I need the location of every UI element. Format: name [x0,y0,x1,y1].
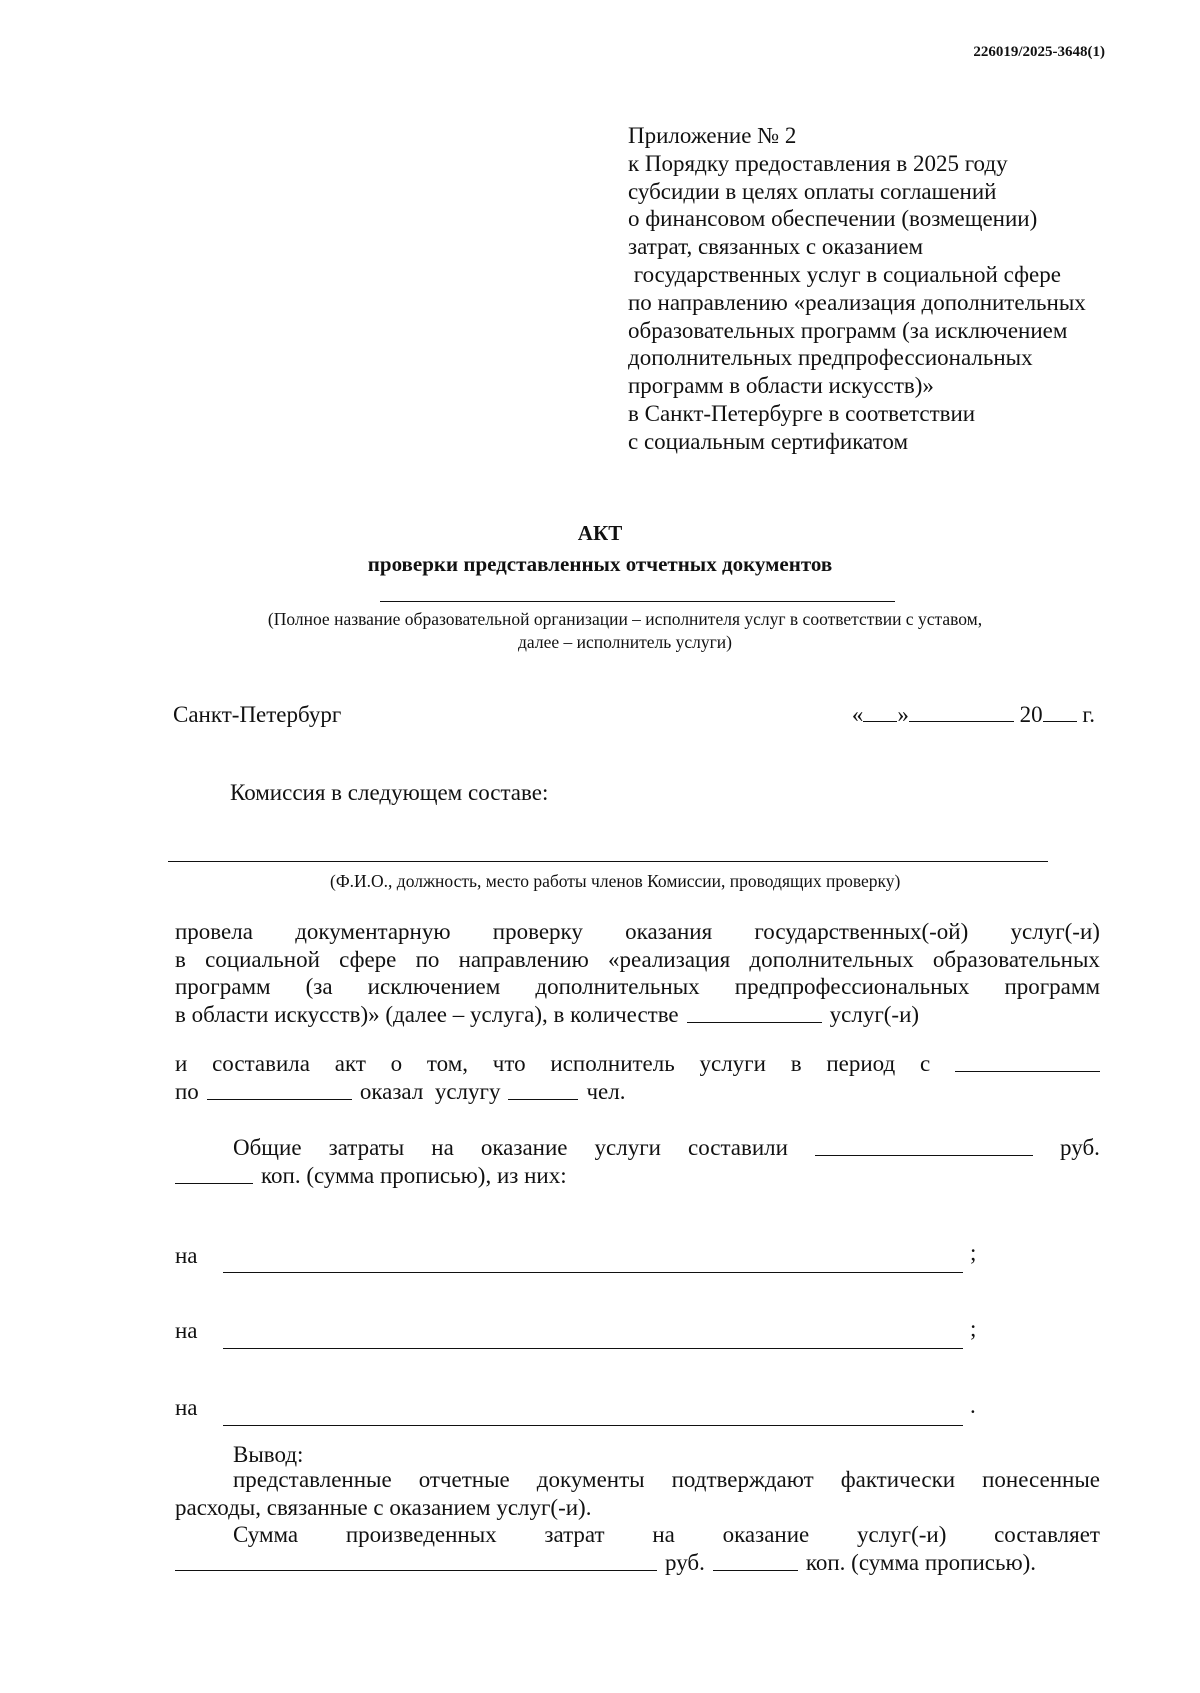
word: Общие [233,1135,302,1160]
appendix-line: к Порядку предоставления в 2025 году [628,150,1008,176]
na-punct: . [970,1393,976,1418]
city-label: Санкт-Петербург [173,702,342,727]
expense-item-blank[interactable] [223,1425,963,1426]
paragraph-line [175,1078,1100,1106]
organization-name-blank[interactable] [380,601,895,602]
appendix-line: образовательных программ (за исключением [628,317,1068,343]
word: программ [175,974,271,999]
paragraph-line [175,918,1100,946]
paragraph-line [175,1162,1100,1190]
appendix-line: затрат, связанных с оказанием [628,234,924,260]
conclusion-rub-blank[interactable] [175,1549,657,1571]
word: программ [1004,974,1100,999]
word: затрат [544,1522,605,1547]
period-end-blank[interactable] [207,1078,352,1100]
organization-caption-line: далее – исполнитель услуги) [518,632,732,652]
text-fragment: коп. (сумма прописью). [805,1549,1037,1575]
conclusion-paragraph [175,1466,1100,1576]
paragraph-line [175,1050,1100,1078]
text-fragment: коп. (сумма прописью), из них: [261,1162,567,1188]
commission-label: Комиссия в следующем составе: [230,780,549,805]
paragraph-line [175,1134,1100,1162]
appendix-header [628,122,1148,456]
appendix-line: Приложение № 2 [628,123,797,148]
word: с [919,1051,931,1076]
word: услуг(-и) [856,1522,947,1547]
day-blank[interactable] [863,700,897,722]
appendix-line: в Санкт-Петербурге в соответствии [628,400,976,426]
word: акт [334,1051,366,1076]
word: образовательных [932,946,1100,972]
paragraph-line [175,946,1100,974]
conclusion-heading: Вывод: [233,1442,304,1467]
word: предпрофессиональных [734,974,970,999]
na-punct: ; [970,1316,977,1341]
word: (за [305,974,333,999]
word: дополнительных [535,974,700,999]
word: направлению [458,946,589,972]
text-fragment: руб. [665,1549,705,1575]
word: Сумма [233,1522,299,1547]
na-label: на [175,1318,198,1343]
word: услуг(-и) [1010,919,1100,944]
word: документы [536,1467,645,1492]
word: дополнительных [749,946,914,972]
word: проверку [492,919,583,944]
word: о [390,1051,403,1076]
paragraph-inspection [175,918,1100,1028]
month-blank[interactable] [909,700,1014,722]
year-suffix: г. [1082,702,1095,727]
text-fragment: в области искусств)» (далее – услуга), в количестве [175,1001,679,1027]
word: оказание [722,1522,810,1547]
word: исключением [367,974,501,999]
expense-item-blank[interactable] [223,1272,963,1273]
act-title: АКТ [577,521,623,545]
word: услуги [594,1135,661,1160]
word: том, [426,1051,469,1076]
date-close-quote: » [897,702,909,727]
date-field [852,700,1095,728]
word: на [652,1522,675,1547]
members-caption: (Ф.И.О., должность, место работы членов Комиссии, проводящих проверку) [330,871,901,891]
word: затраты [328,1135,405,1160]
word: по [415,946,440,972]
word: сфере [339,946,397,972]
word: и [175,1051,188,1076]
word: произведенных [345,1522,497,1547]
paragraph-line [175,1549,1100,1577]
text-fragment: услуг(-и) [829,1001,920,1027]
word: социальной [205,946,320,972]
appendix-line: государственных услуг в социальной сфере [628,261,1061,287]
total-kop-blank[interactable] [175,1162,253,1184]
word: исполнитель [550,1051,675,1076]
organization-caption [200,608,1050,654]
year-prefix: 20 [1019,702,1043,727]
word: руб. [1060,1135,1100,1160]
na-punct: ; [970,1240,977,1265]
appendix-line: программ в области искусств)» [628,373,934,399]
word: что [492,1051,526,1076]
act-subtitle: проверки представленных отчетных документов [367,552,833,576]
na-label: на [175,1243,198,1268]
date-open-quote: « [851,702,864,727]
people-count-blank[interactable] [508,1078,578,1100]
period-start-blank[interactable] [955,1050,1100,1072]
appendix-line: с социальным сертификатом [628,428,908,454]
paragraph-line [175,973,1100,1001]
paragraph-line [175,1001,1100,1029]
word: на [431,1135,454,1160]
word: составила [212,1051,310,1076]
na-label: на [175,1395,198,1420]
word: провела [175,919,253,944]
word: фактически [840,1467,956,1492]
text-fragment: чел. [586,1078,626,1104]
commission-members-blank[interactable] [168,861,1048,862]
conclusion-kop-blank[interactable] [713,1549,798,1571]
word: в [175,946,186,972]
total-rub-blank[interactable] [815,1134,1033,1156]
year-blank[interactable] [1043,700,1077,722]
word: отчетные [418,1467,510,1492]
word: представленные [233,1467,392,1492]
paragraph-line [175,1466,1100,1494]
word: понесенные [982,1467,1100,1492]
word: период [826,1051,896,1076]
appendix-line: о финансовом обеспечении (возмещении) [628,206,1038,232]
organization-caption-line: (Полное название образовательной организации – исполнителя услуг в соответствии с уставом, [267,609,983,629]
word: в [790,1051,802,1076]
text-fragment: оказал услугу [359,1078,501,1104]
appendix-line: по направлению «реализация дополнительных [628,289,1086,315]
paragraph-costs [175,1134,1100,1189]
appendix-line: субсидии в целях оплаты соглашений [628,178,997,204]
word: государственных(-ой) [754,919,969,944]
word: «реализация [608,946,731,972]
text-fragment: по [175,1078,199,1104]
word: составляет [994,1522,1100,1547]
paragraph-line [175,1494,1100,1522]
word: оказание [480,1135,568,1160]
document-number: 226019/2025-3648(1) [973,44,1105,60]
text-fragment: расходы, связанные с оказанием услуг(-и). [175,1494,592,1520]
paragraph-period [175,1050,1100,1105]
word: оказания [625,919,713,944]
paragraph-line [175,1521,1100,1549]
word: услуги [699,1051,766,1076]
word: составили [687,1135,788,1160]
word: подтверждают [671,1467,814,1492]
service-count-blank[interactable] [687,1001,822,1023]
word: документарную [295,919,451,944]
expense-item-blank[interactable] [223,1348,963,1349]
appendix-line: дополнительных предпрофессиональных [628,345,1033,371]
